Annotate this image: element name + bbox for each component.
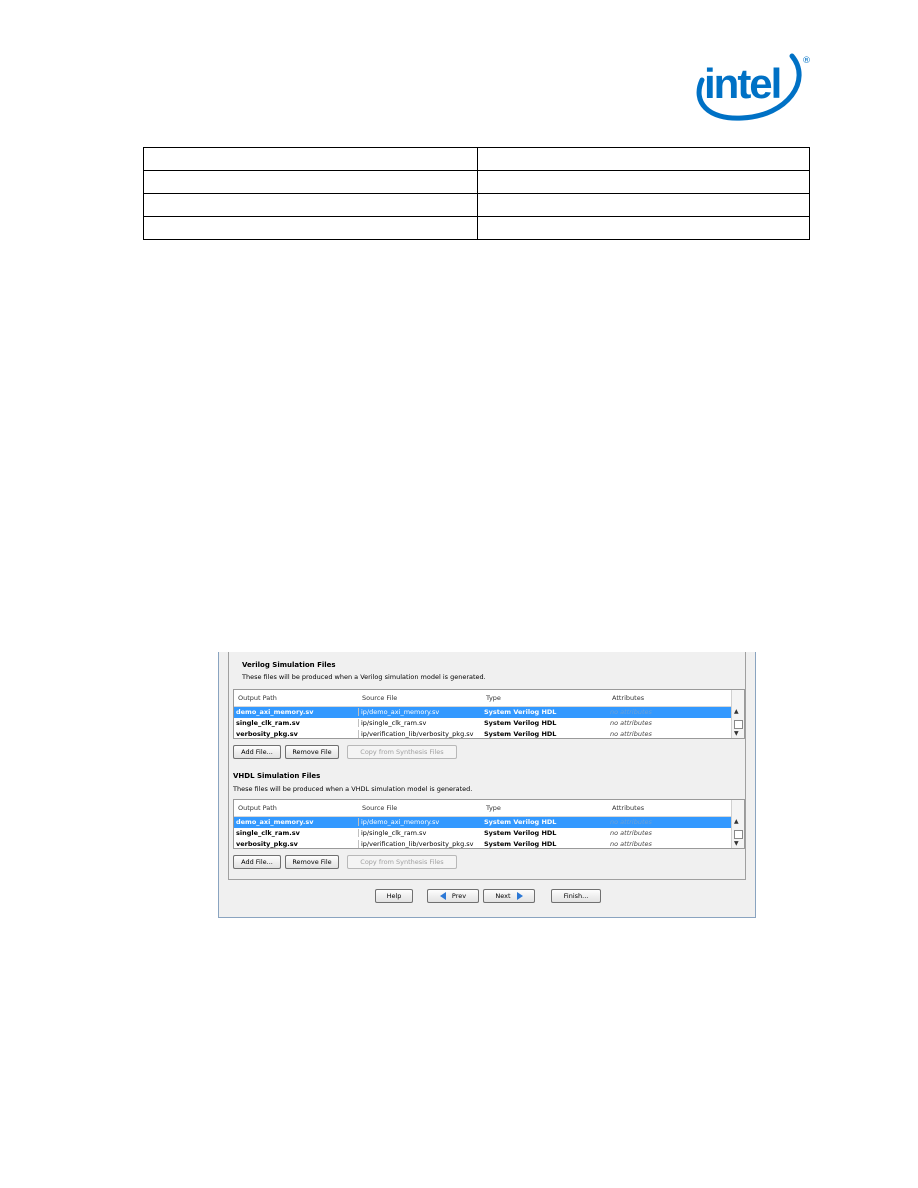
column-source-file[interactable]: Source File bbox=[362, 804, 398, 812]
registered-mark: ® bbox=[802, 56, 811, 66]
table-row bbox=[144, 171, 810, 194]
table-cell bbox=[144, 194, 478, 217]
table-row[interactable] bbox=[234, 729, 732, 739]
table-row bbox=[144, 148, 810, 171]
source-file-cell: ip/demo_axi_memory.sv bbox=[358, 818, 485, 826]
column-type[interactable]: Type bbox=[486, 694, 501, 702]
verilog-remove-file-button[interactable]: Remove File bbox=[285, 745, 339, 759]
table-row[interactable] bbox=[234, 828, 732, 839]
table-row bbox=[144, 217, 810, 240]
verilog-copy-from-synthesis-button[interactable]: Copy from Synthesis Files bbox=[347, 745, 457, 759]
vertical-scrollbar[interactable] bbox=[731, 800, 744, 848]
column-source-file[interactable]: Source File bbox=[362, 694, 398, 702]
verilog-add-file-button[interactable]: Add File... bbox=[233, 745, 281, 759]
scroll-down-arrow-icon[interactable]: ▼ bbox=[734, 840, 739, 847]
output-path-cell: single_clk_ram.sv bbox=[236, 829, 300, 837]
intel-logo-text: intel bbox=[704, 60, 781, 107]
table-row[interactable] bbox=[234, 707, 732, 718]
output-path-cell: demo_axi_memory.sv bbox=[236, 708, 314, 716]
column-output-path[interactable]: Output Path bbox=[238, 804, 277, 812]
scroll-down-arrow-icon[interactable]: ▼ bbox=[734, 730, 739, 737]
arrow-left-icon bbox=[440, 892, 446, 900]
attributes-cell: no attributes bbox=[610, 730, 652, 738]
table-row bbox=[144, 194, 810, 217]
arrow-right-icon bbox=[517, 892, 523, 900]
verilog-section-title: Verilog Simulation Files bbox=[242, 661, 336, 669]
scroll-up-arrow-icon[interactable]: ▲ bbox=[734, 818, 739, 825]
type-cell: System Verilog HDL bbox=[484, 840, 557, 848]
finish-button[interactable]: Finish... bbox=[551, 889, 601, 903]
attributes-cell: no attributes bbox=[610, 719, 652, 727]
vhdl-remove-file-button[interactable]: Remove File bbox=[285, 855, 339, 869]
next-button[interactable] bbox=[483, 889, 535, 903]
column-output-path[interactable]: Output Path bbox=[238, 694, 277, 702]
vertical-scrollbar[interactable] bbox=[731, 690, 744, 738]
source-file-cell: ip/single_clk_ram.sv bbox=[358, 829, 485, 837]
document-header-table bbox=[143, 147, 810, 240]
source-file-cell: ip/verification_lib/verbosity_pkg.sv bbox=[358, 840, 485, 848]
vhdl-add-file-button[interactable]: Add File... bbox=[233, 855, 281, 869]
table-header bbox=[234, 690, 732, 707]
scroll-thumb[interactable] bbox=[734, 720, 743, 729]
table-cell bbox=[478, 194, 810, 217]
prev-button-label: Prev bbox=[451, 892, 467, 900]
table-cell bbox=[144, 217, 478, 240]
source-file-cell: ip/demo_axi_memory.sv bbox=[358, 708, 485, 716]
simulation-files-dialog bbox=[218, 652, 756, 918]
dialog-panel bbox=[228, 652, 746, 880]
type-cell: System Verilog HDL bbox=[484, 829, 557, 837]
vhdl-copy-from-synthesis-button[interactable]: Copy from Synthesis Files bbox=[347, 855, 457, 869]
column-type[interactable]: Type bbox=[486, 804, 501, 812]
table-cell bbox=[478, 148, 810, 171]
scroll-thumb[interactable] bbox=[734, 830, 743, 839]
verilog-section-description: These files will be produced when a Verilog simulation model is generated. bbox=[242, 673, 486, 681]
next-button-label: Next bbox=[495, 892, 511, 900]
attributes-cell: no attributes bbox=[610, 818, 652, 826]
table-cell bbox=[144, 148, 478, 171]
intel-logo bbox=[696, 50, 812, 126]
table-cell bbox=[478, 217, 810, 240]
vhdl-section-description: These files will be produced when a VHDL simulation model is generated. bbox=[233, 785, 473, 793]
table-row[interactable] bbox=[234, 839, 732, 849]
table-cell bbox=[478, 171, 810, 194]
type-cell: System Verilog HDL bbox=[484, 719, 557, 727]
column-attributes[interactable]: Attributes bbox=[612, 694, 645, 702]
table-row[interactable] bbox=[234, 817, 732, 828]
scroll-up-arrow-icon[interactable]: ▲ bbox=[734, 708, 739, 715]
column-attributes[interactable]: Attributes bbox=[612, 804, 645, 812]
table-cell bbox=[144, 171, 478, 194]
help-button[interactable]: Help bbox=[375, 889, 413, 903]
attributes-cell: no attributes bbox=[610, 708, 652, 716]
output-path-cell: demo_axi_memory.sv bbox=[236, 818, 314, 826]
type-cell: System Verilog HDL bbox=[484, 708, 557, 716]
output-path-cell: verbosity_pkg.sv bbox=[236, 840, 298, 848]
attributes-cell: no attributes bbox=[610, 840, 652, 848]
table-row[interactable] bbox=[234, 718, 732, 729]
attributes-cell: no attributes bbox=[610, 829, 652, 837]
verilog-files-table[interactable] bbox=[233, 689, 745, 739]
prev-button[interactable] bbox=[427, 889, 479, 903]
vhdl-section-title: VHDL Simulation Files bbox=[233, 772, 321, 780]
type-cell: System Verilog HDL bbox=[484, 730, 557, 738]
source-file-cell: ip/single_clk_ram.sv bbox=[358, 719, 485, 727]
type-cell: System Verilog HDL bbox=[484, 818, 557, 826]
output-path-cell: verbosity_pkg.sv bbox=[236, 730, 298, 738]
vhdl-files-table[interactable] bbox=[233, 799, 745, 849]
output-path-cell: single_clk_ram.sv bbox=[236, 719, 300, 727]
table-header bbox=[234, 800, 732, 817]
source-file-cell: ip/verification_lib/verbosity_pkg.sv bbox=[358, 730, 485, 738]
